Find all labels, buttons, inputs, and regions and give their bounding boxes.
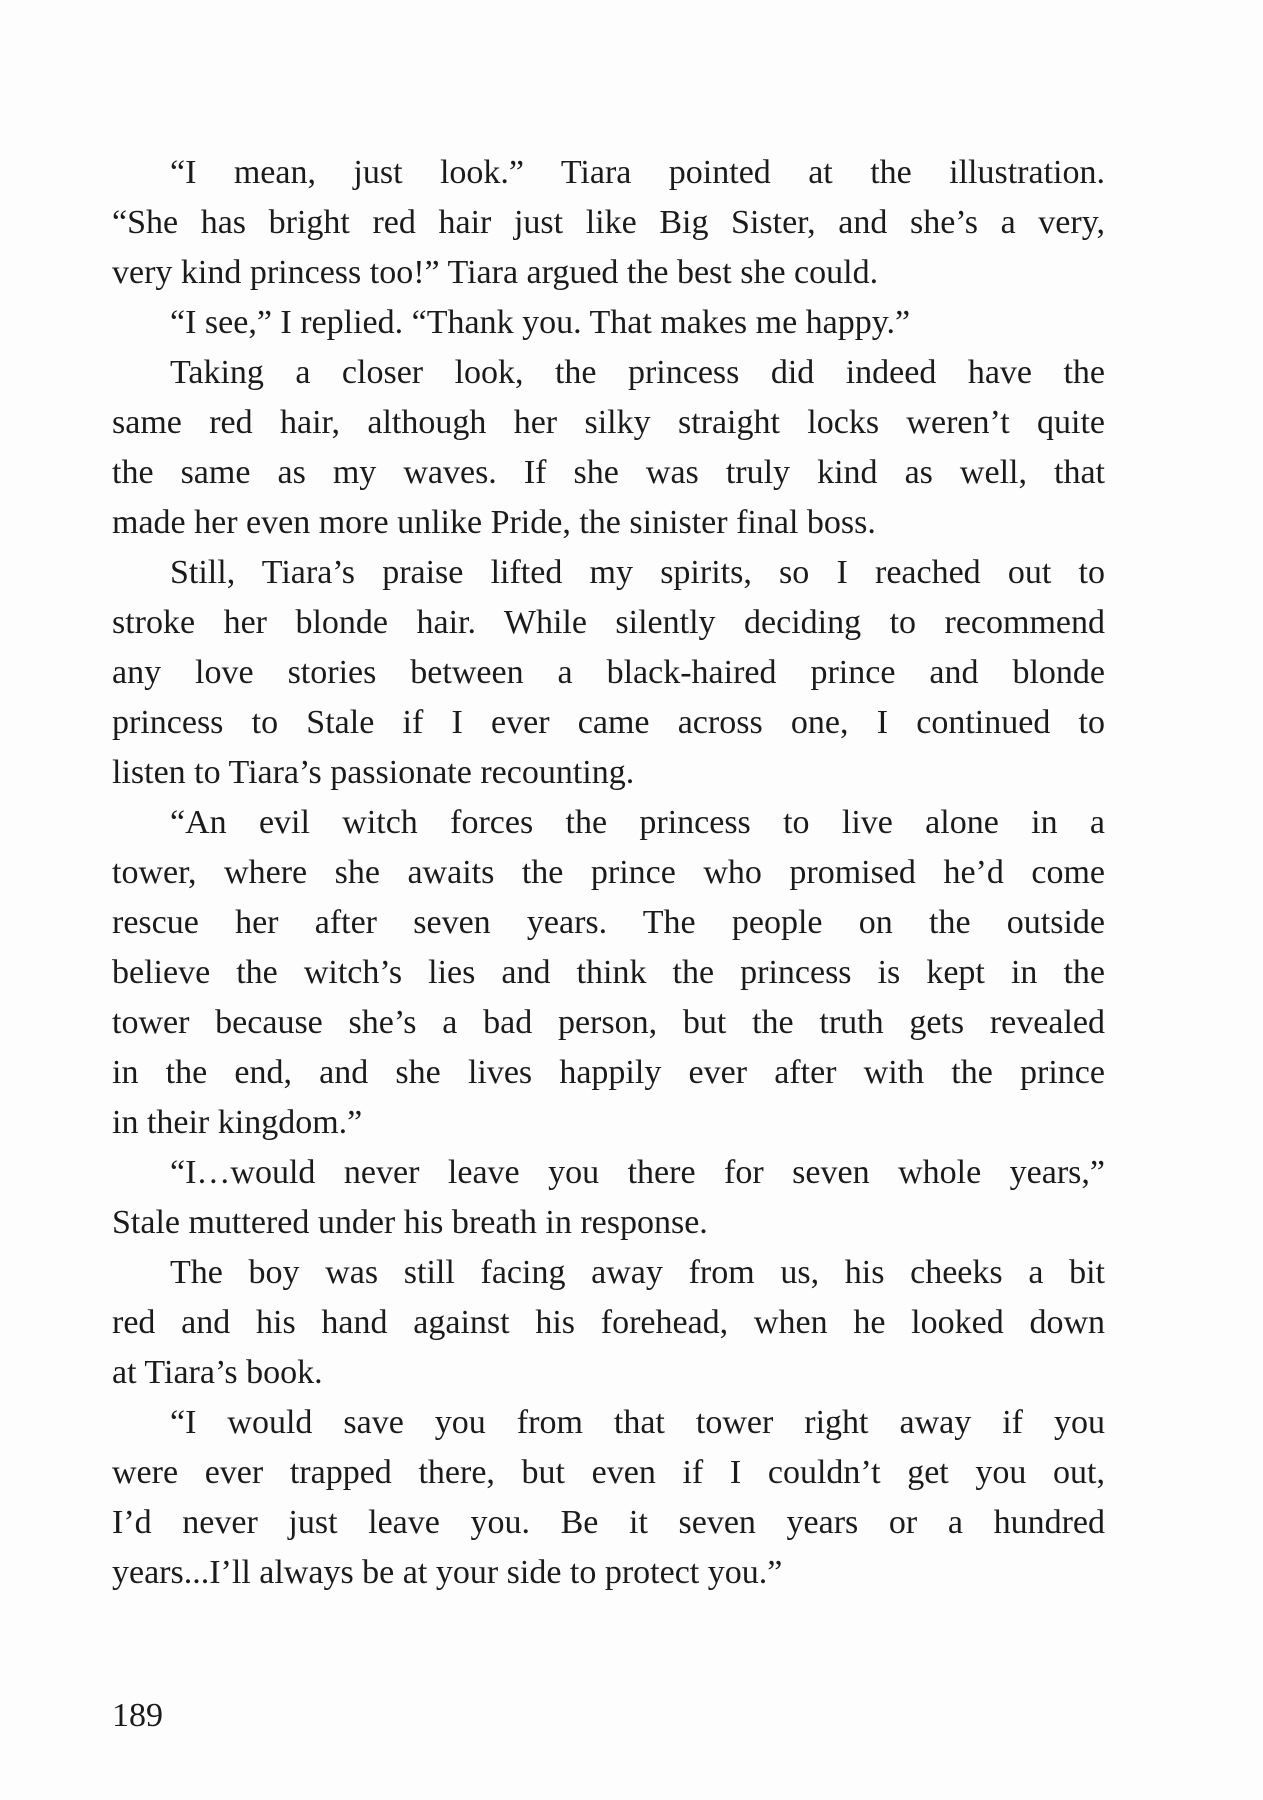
text-line: in the end, and she lives happily ever after with the prince	[112, 1054, 1105, 1091]
text-line: I’d never just leave you. Be it seven years or a hundred	[112, 1504, 1105, 1541]
text-line: Stale muttered under his breath in response.	[112, 1204, 708, 1241]
text-line: “I see,” I replied. “Thank you. That makes me happy.”	[170, 304, 911, 341]
text-line: very kind princess too!” Tiara argued the best she could.	[112, 254, 879, 291]
text-line: in their kingdom.”	[112, 1104, 363, 1141]
text-line: The boy was still facing away from us, his cheeks a bit	[170, 1254, 1105, 1291]
text-line: “I…would never leave you there for seven whole years,”	[170, 1154, 1105, 1191]
text-line: “I would save you from that tower right away if you	[170, 1404, 1105, 1441]
text-line: same red hair, although her silky straight locks weren’t quite	[112, 404, 1105, 441]
text-line: princess to Stale if I ever came across one, I continued to	[112, 704, 1105, 741]
text-line: “She has bright red hair just like Big Sister, and she’s a very,	[112, 204, 1105, 241]
text-line: tower, where she awaits the prince who promised he’d come	[112, 854, 1105, 891]
page-number: 189	[112, 1697, 163, 1734]
text-line: listen to Tiara’s passionate recounting.	[112, 754, 635, 791]
text-line: the same as my waves. If she was truly kind as well, that	[112, 454, 1105, 491]
text-line: at Tiara’s book.	[112, 1354, 323, 1391]
text-line: Taking a closer look, the princess did indeed have the	[170, 354, 1105, 391]
text-line: tower because she’s a bad person, but the truth gets revealed	[112, 1004, 1105, 1041]
text-line: were ever trapped there, but even if I couldn’t get you out,	[112, 1454, 1105, 1491]
text-line: red and his hand against his forehead, when he looked down	[112, 1304, 1105, 1341]
text-line: stroke her blonde hair. While silently deciding to recommend	[112, 604, 1105, 641]
text-line: years...I’ll always be at your side to protect you.”	[112, 1554, 783, 1591]
text-line: any love stories between a black-haired prince and blonde	[112, 654, 1105, 691]
text-line: “An evil witch forces the princess to live alone in a	[170, 804, 1105, 841]
text-line: Still, Tiara’s praise lifted my spirits, so I reached out to	[170, 554, 1105, 591]
text-line: rescue her after seven years. The people on the outside	[112, 904, 1105, 941]
text-line: “I mean, just look.” Tiara pointed at the illustration.	[170, 154, 1105, 191]
body-text	[112, 148, 1105, 1598]
text-line: made her even more unlike Pride, the sinister final boss.	[112, 504, 876, 541]
text-line: believe the witch’s lies and think the princess is kept in the	[112, 954, 1105, 991]
